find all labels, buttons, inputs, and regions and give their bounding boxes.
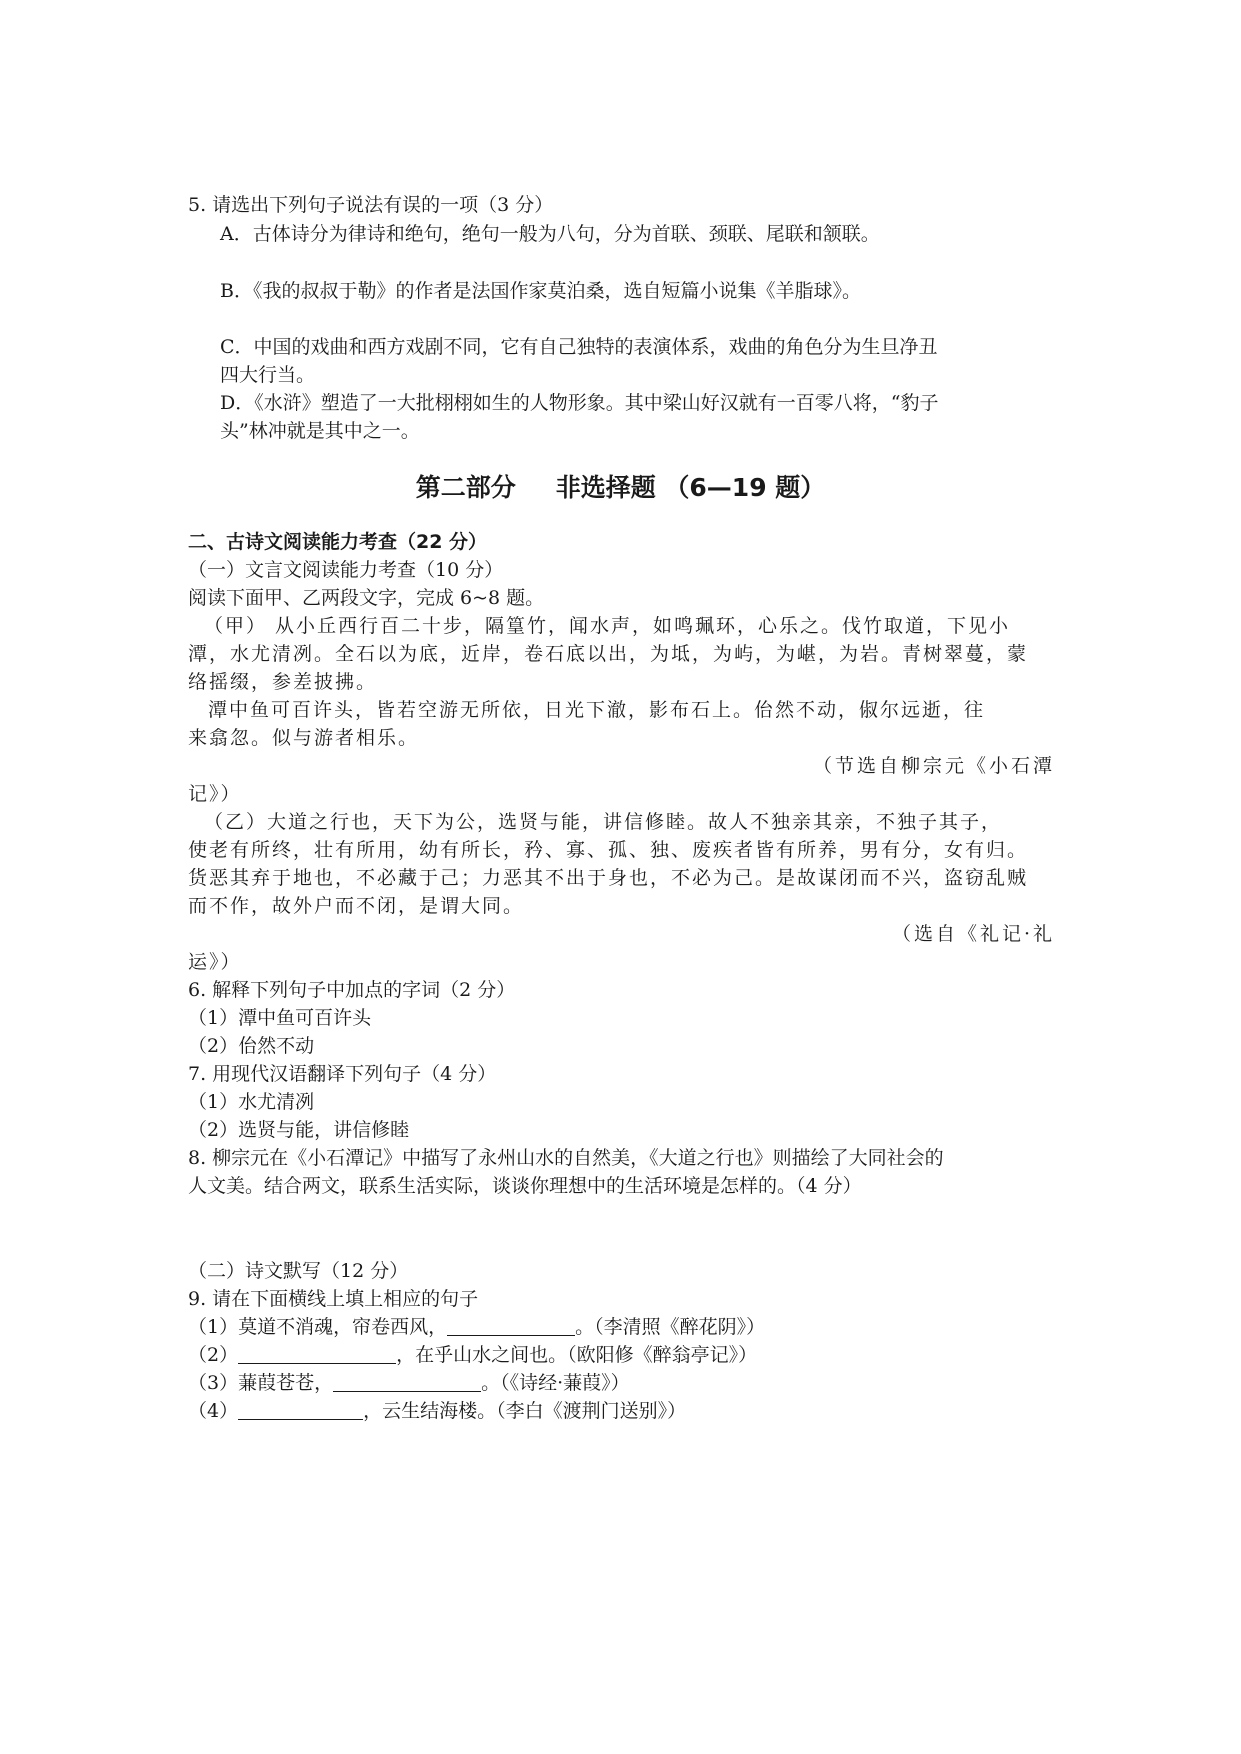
passage-yi-line3: 货恶其弃于地也，不必藏于己；力恶其不出于身也，不必为己。是故谋闭而不兴，盗窃乱贼 bbox=[188, 867, 1029, 889]
answer-blank-3[interactable] bbox=[333, 1371, 481, 1392]
question-6-item2: （2）佁然不动 bbox=[188, 1035, 315, 1057]
section-two-heading: 二、古诗文阅读能力考查（22 分） bbox=[188, 531, 488, 553]
question-9-item2 bbox=[188, 1343, 757, 1367]
part-two-subtitle: 非选择题 （6—19 题） bbox=[555, 473, 826, 502]
item1-prefix: （1）莫道不消魂，帘卷西风， bbox=[188, 1316, 448, 1338]
passage-yi-line1: （乙）大道之行也，天下为公，选贤与能，讲信修睦。故人不独亲其亲，不独子其子， bbox=[204, 811, 1003, 833]
answer-blank-1[interactable] bbox=[447, 1315, 575, 1336]
question-7-item2: （2）选贤与能，讲信修睦 bbox=[188, 1119, 410, 1141]
question-8-line1: 8. 柳宗元在《小石潭记》中描写了永州山水的自然美，《大道之行也》则描绘了大同社会的 bbox=[188, 1147, 944, 1169]
question-6-item1: （1）潭中鱼可百许头 bbox=[188, 1007, 372, 1029]
item1-suffix: 。（李清照《醉花阴》） bbox=[575, 1316, 766, 1338]
question-8-line2: 人文美。结合两文，联系生活实际，谈谈你理想中的生活环境是怎样的。（4 分） bbox=[188, 1175, 862, 1197]
question-5-stem: 5. 请选出下列句子说法有误的一项（3 分） bbox=[188, 194, 554, 216]
passage-yi-line4: 而不作，故外户而不闭，是谓大同。 bbox=[188, 895, 525, 917]
question-7-stem: 7. 用现代汉语翻译下列句子（4 分） bbox=[188, 1063, 497, 1085]
subsection-classical-reading: （一）文言文阅读能力考查（10 分） bbox=[188, 559, 504, 581]
passage-jia-line5: 来翕忽。似与游者相乐。 bbox=[188, 727, 420, 749]
passage-jia-line1: （甲） 从小丘西行百二十步，隔篁竹，闻水声，如鸣珮环，心乐之。伐竹取道，下见小 bbox=[204, 615, 1011, 637]
answer-blank-4[interactable] bbox=[238, 1399, 363, 1420]
passage-yi-source: （选自《礼记·礼 bbox=[891, 923, 1055, 945]
option-d-line1: D．《水浒》塑造了一大批栩栩如生的人物形象。其中梁山好汉就有一百零八将，“豹子 bbox=[220, 392, 939, 414]
question-6-stem: 6. 解释下列句子中加点的字词（2 分） bbox=[188, 979, 516, 1001]
option-c-line1: C．中国的戏曲和西方戏剧不同，它有自己独特的表演体系，戏曲的角色分为生旦净丑 bbox=[220, 336, 938, 358]
item3-prefix: （3）蒹葭苍苍， bbox=[188, 1372, 334, 1394]
part-two-title bbox=[0, 471, 1241, 505]
item2-suffix: ，在乎山水之间也。（欧阳修《醉翁亭记》） bbox=[396, 1344, 758, 1366]
question-7-item1: （1）水尤清冽 bbox=[188, 1091, 315, 1113]
option-c-line2: 四大行当。 bbox=[220, 364, 316, 386]
subsection-recitation: （二）诗文默写（12 分） bbox=[188, 1260, 409, 1282]
passage-yi-source-end: 运》） bbox=[188, 951, 242, 973]
passage-jia-line2: 潭，水尤清冽。全石以为底，近岸，卷石底以出，为坻，为屿，为嵁，为岩。青树翠蔓，蒙 bbox=[188, 643, 1029, 665]
question-9-item3 bbox=[188, 1371, 630, 1395]
question-9-stem: 9. 请在下面横线上填上相应的句子 bbox=[188, 1288, 479, 1310]
reading-instruction: 阅读下面甲、乙两段文字，完成 6~8 题。 bbox=[188, 587, 545, 609]
option-a: A．古体诗分为律诗和绝句，绝句一般为八句，分为首联、颈联、尾联和颔联。 bbox=[220, 223, 880, 245]
item4-suffix: ，云生结海楼。（李白《渡荆门送别》） bbox=[363, 1400, 687, 1422]
question-9-item1 bbox=[188, 1315, 765, 1339]
item2-prefix: （2） bbox=[188, 1344, 239, 1366]
passage-jia-line4: 潭中鱼可百许头，皆若空游无所依，日光下澈，影布石上。佁然不动，俶尔远逝，往 bbox=[208, 699, 986, 721]
option-d-line2: 头”林冲就是其中之一。 bbox=[220, 420, 420, 442]
passage-jia-source-end: 记》） bbox=[188, 783, 242, 805]
option-b: B．《我的叔叔于勒》的作者是法国作家莫泊桑，选自短篇小说集《羊脂球》。 bbox=[220, 280, 861, 302]
passage-jia-source: （节选自柳宗元《小石潭 bbox=[812, 755, 1055, 777]
answer-blank-2[interactable] bbox=[238, 1343, 396, 1364]
question-9-item4 bbox=[188, 1399, 686, 1423]
passage-jia-line3: 络摇缀，参差披拂。 bbox=[188, 671, 378, 693]
part-two-label: 第二部分 bbox=[415, 473, 516, 502]
passage-yi-line2: 使老有所终，壮有所用，幼有所长，矜、寡、孤、独、废疾者皆有所养，男有分，女有归。 bbox=[188, 839, 1029, 861]
item4-prefix: （4） bbox=[188, 1400, 239, 1422]
item3-suffix: 。（《诗经·蒹葭》） bbox=[481, 1372, 630, 1394]
